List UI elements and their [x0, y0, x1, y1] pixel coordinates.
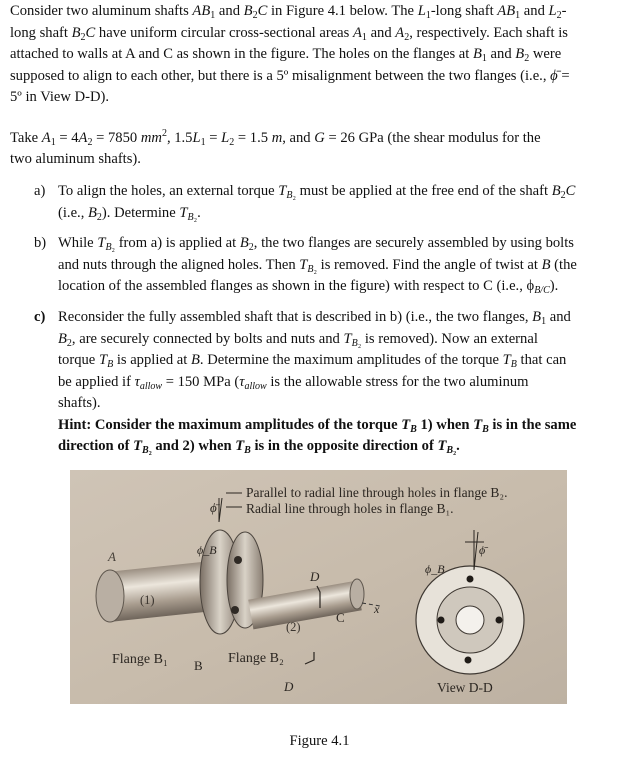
- part-c-line-1: Reconsider the fully assembled shaft that is described in b) (i.e., the two flanges, $B_1$ and: [58, 309, 571, 327]
- flange-hole: [234, 556, 242, 564]
- label-radial-line: Radial line through holes in flange B₁.: [246, 501, 454, 516]
- label-section-d-bottom: D: [284, 679, 294, 694]
- intro-line-1: Consider two aluminum shafts $AB_1$ and $B_2C$ in Figure 4.1 below. The $L_1$-long shaft $AB_1$ and $L_2-$: [10, 3, 567, 21]
- flange-hole: [231, 606, 239, 614]
- given-line-1: Take $A_1 = 4A_2 = 7850$ $mm^2$, $1.5L_1 = L_2 = 1.5$ m, and G = 26 GPa (the shear modulus for the: [10, 128, 541, 148]
- figure-caption: Figure 4.1: [289, 733, 350, 749]
- part-b-line-1: While $T_{B_2}$ from a) is applied at $B_2$, the two flanges are securely assembled by using bolts: [58, 235, 574, 253]
- figure-4-1: [70, 470, 567, 704]
- label-point-c: C: [336, 610, 345, 625]
- part-c-line-3: torque $T_B$ is applied at B. Determine the maximum amplitudes of the torque $T_B$ that can: [58, 352, 567, 370]
- label-shaft-2: (2): [286, 620, 301, 634]
- intro-line-5: 5º in View D-D).: [10, 89, 110, 105]
- label-phi-b-right: ϕ_B: [425, 562, 445, 576]
- part-c-text: [58, 307, 628, 458]
- label-phi-b-left: ϕ_B: [197, 543, 217, 557]
- problem-intro: [10, 1, 628, 109]
- label-flange-b1: Flange B₁: [112, 652, 168, 667]
- part-c-line-5: shafts).: [58, 395, 101, 411]
- part-a-label: a): [34, 183, 46, 199]
- part-c-line-4: be applied if $\tau_{allow} = 150$ MPa ($\tau_{allow}$ is the allowable stress for the two aluminum: [58, 373, 529, 392]
- problem-given: [10, 123, 628, 171]
- label-view-dd: View D-D: [437, 680, 493, 695]
- intro-line-4: supposed to align to each other, but there is a 5º misalignment between the two flanges (i.e., ϕ̄ =: [10, 67, 570, 84]
- label-point-b: B: [194, 658, 203, 673]
- given-line-2: two aluminum shafts).: [10, 151, 141, 168]
- part-b-line-3: location of the assembled flanges as shown in the figure) with respect to C (i.e., $\phi_{B/C}$).: [58, 278, 559, 296]
- label-parallel-line: Parallel to radial line through holes in flange B₂.: [246, 485, 508, 500]
- label-shaft-1: (1): [140, 593, 155, 607]
- intro-line-3: attached to walls at A and C as shown in the figure. The holes on the flanges at $B_1$ and $B_2$ were: [10, 46, 562, 64]
- part-a-text: [58, 181, 628, 224]
- part-b-label: b): [34, 235, 47, 251]
- label-section-d-top: D: [310, 569, 320, 584]
- part-c-line-2: $B_2$, are securely connected by bolts and nuts and $T_{B_2}$ is removed). Now an external: [58, 330, 538, 349]
- part-b-text: [58, 233, 628, 298]
- part-a-line-2: (i.e., $B_2$). Determine $T_{B_2}$.: [58, 204, 201, 223]
- label-flange-b2: Flange B₂: [228, 651, 284, 666]
- part-a-line-1: To align the holes, an external torque $T_{B_2}$ must be applied at the free end of the shaft $B_2C$: [58, 183, 576, 201]
- hint-line-1: Hint: Consider the maximum amplitudes of the torque $T_B$ 1) when $T_B$ is in the same: [58, 416, 577, 435]
- label-point-a: A: [108, 549, 116, 564]
- part-c-label: c): [34, 309, 46, 325]
- label-phi-bar: ϕ̄: [210, 500, 217, 515]
- intro-line-2: long shaft $B_2C$ have uniform circular cross-sectional areas $A_1$ and $A_2$, respectively. Each shaft is: [10, 24, 568, 43]
- label-phi-bar-right: ϕ̄: [479, 543, 486, 557]
- figure-drawing: [70, 470, 567, 704]
- part-b-line-2: and nuts through the aligned holes. Then $T_{B_2}$ is removed. Find the angle of twist at B (the: [58, 256, 577, 275]
- label-axis-x: x: [374, 602, 380, 616]
- hint-line-2: direction of $T_{B_2}$ and 2) when $T_B$ is in the opposite direction of $T_{B_2}$.: [58, 438, 460, 456]
